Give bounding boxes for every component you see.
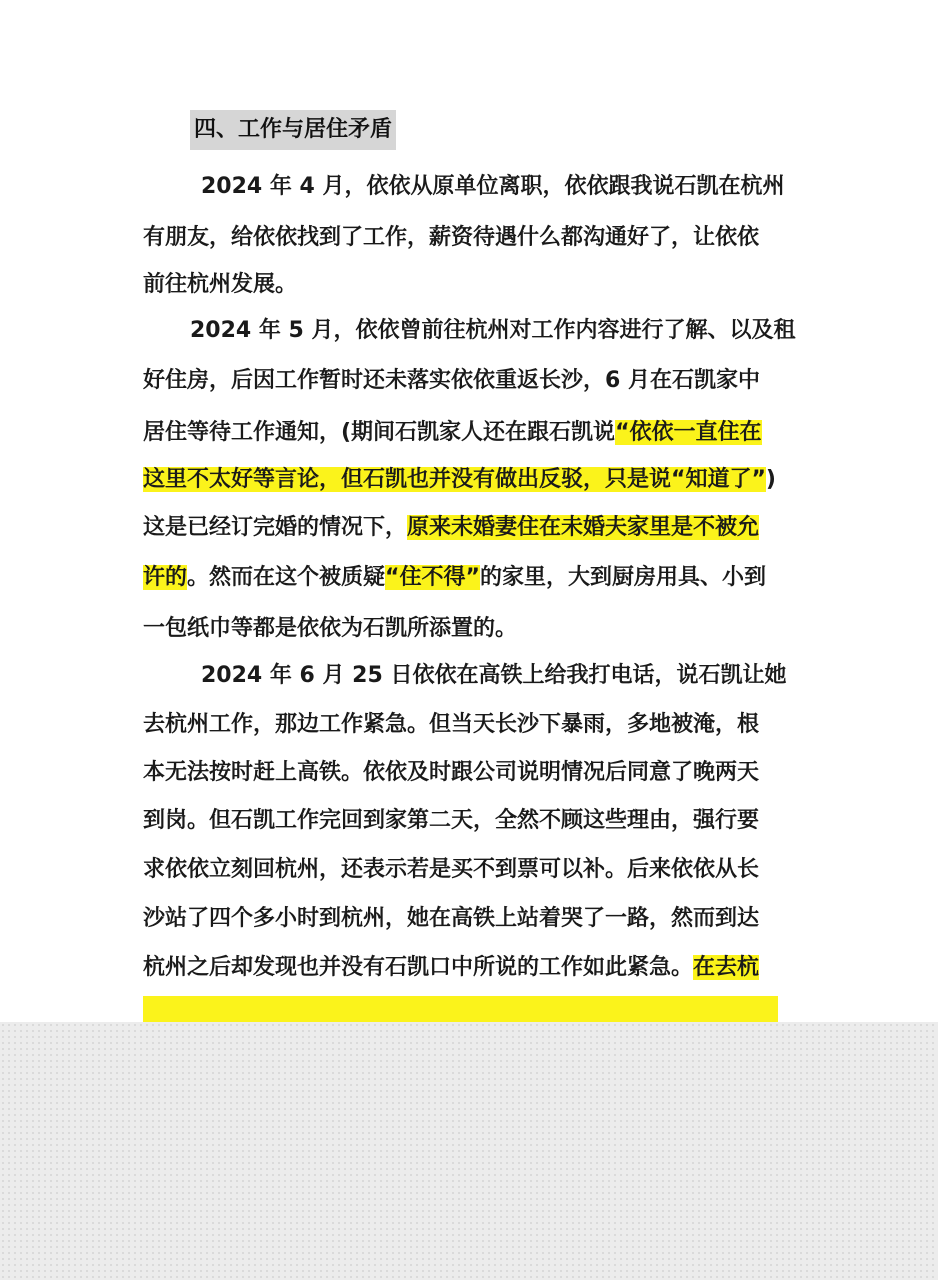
highlighted-text: “住不得” (385, 565, 480, 590)
highlighted-text: 这里不太好等言论，但石凯也并没有做出反驳，只是说“知道了” (143, 467, 766, 492)
text-segment: 去杭州工作，那边工作紧急。但当天长沙下暴雨，多地被淹，根 (143, 712, 760, 737)
text-line (143, 612, 803, 646)
text-line (143, 364, 803, 398)
text-segment: 这是已经订完婚的情况下， (143, 515, 408, 540)
text-line (143, 561, 803, 595)
text-segment: 一包纸巾等都是依依为石凯所添置的。 (143, 616, 518, 641)
text-line (143, 170, 861, 204)
highlighted-text: 许的 (143, 565, 188, 590)
text-segment: 沙站了四个多小时到杭州，她在高铁上站着哭了一路，然而到达 (143, 906, 760, 931)
text-line (143, 221, 803, 255)
text-segment: 求依依立刻回杭州，还表示若是买不到票可以补。后来依依从长 (143, 857, 760, 882)
text-line (143, 853, 803, 887)
text-line (143, 951, 803, 985)
text-segment: 居住等待工作通知，(期间石凯家人还在跟石凯说 (143, 420, 616, 445)
text-line (143, 511, 803, 545)
highlighted-text: “依依一直住在 (615, 420, 762, 445)
text-line (143, 708, 803, 742)
text-segment: 本无法按时赶上高铁。依依及时跟公司说明情况后同意了晚两天 (143, 760, 760, 785)
text-segment: 杭州之后却发现也并没有石凯口中所说的工作如此紧急。 (143, 955, 694, 980)
text-segment: 2024 年 6 月 25 日依依在高铁上给我打电话，说石凯让她 (201, 663, 787, 688)
section-heading: 四、工作与居住矛盾 (190, 110, 396, 150)
text-segment: 2024 年 5 月，依依曾前往杭州对工作内容进行了解、以及租 (190, 318, 796, 343)
text-segment: 。然而在这个被质疑 (187, 565, 386, 590)
text-segment: 好住房，后因工作暂时还未落实依依重返长沙，6 月在石凯家中 (143, 368, 760, 393)
text-line (143, 463, 803, 497)
text-line (143, 268, 803, 302)
highlighted-text: 在去杭 (693, 955, 760, 980)
text-line (143, 416, 803, 450)
text-segment: 2024 年 4 月，依依从原单位离职，依依跟我说石凯在杭州 (201, 174, 785, 199)
text-segment: ) (765, 467, 776, 492)
highlighted-text: 原来未婚妻住在未婚夫家里是不被允 (407, 515, 760, 540)
text-segment: 的家里，大到厨房用具、小到 (479, 565, 766, 590)
text-line (143, 804, 803, 838)
text-line (143, 659, 861, 693)
text-segment: 有朋友，给依依找到了工作，薪资待遇什么都沟通好了，让依依 (143, 225, 760, 250)
text-segment: 前往杭州发展。 (143, 272, 298, 297)
blank-background (0, 1022, 938, 1280)
text-segment: 到岗。但石凯工作完回到家第二天，全然不顾这些理由，强行要 (143, 808, 760, 833)
text-line (143, 314, 850, 348)
text-line (143, 756, 803, 790)
highlight-strip (143, 996, 778, 1022)
text-line (143, 902, 803, 936)
